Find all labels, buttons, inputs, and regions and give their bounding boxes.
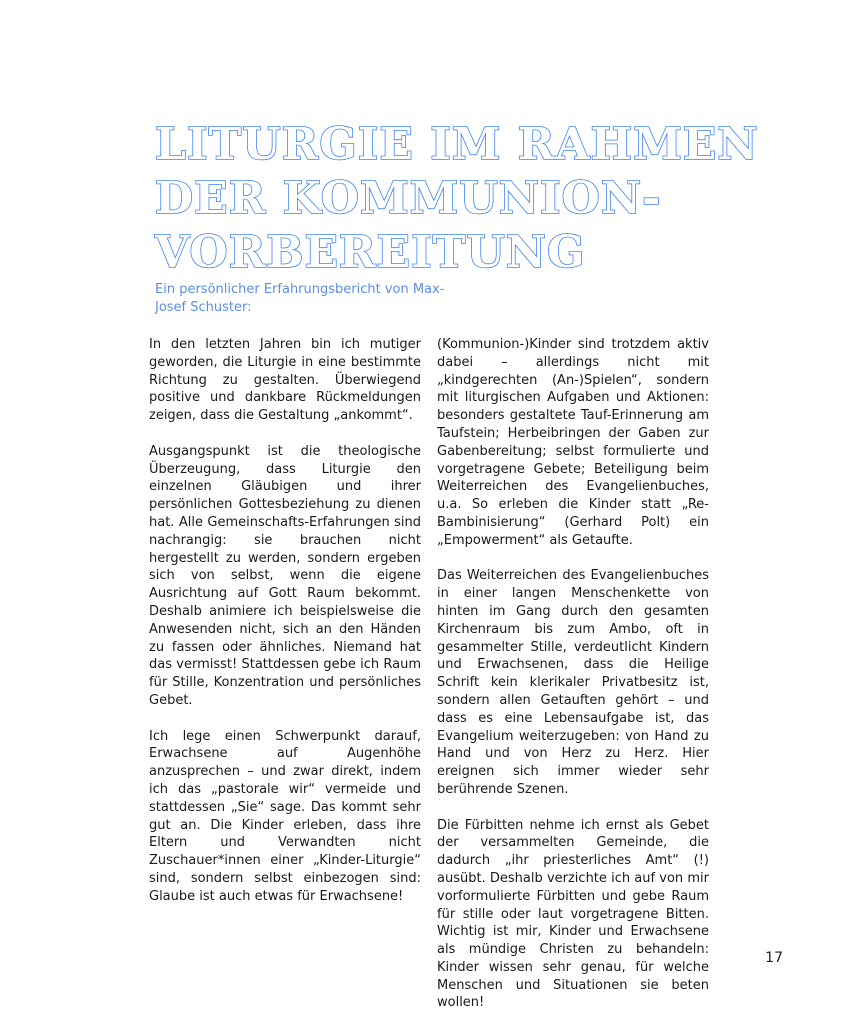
article-subtitle: Ein persönlicher Erfahrungsbericht von Max-Josef Schuster: xyxy=(155,282,445,315)
paragraph: (Kommunion-)Kinder sind trotzdem aktiv dabei – allerdings nicht mit „kindgerechten (An-)Spielen“, sondern mit liturgischen Aufgaben und Aktionen: besonders gestaltete Tauf-Erinnerung am Taufstein; Herbeibringen der Gaben zur Gabenbereitung; selbst formulierte und vorgetragene Gebete; Beteiligung beim Weiterreichen des Evangelienbuches, u.a. So erleben die Kinder statt „Re-Bambinisierung“ (Gerhard Polt) ein „Empowerment“ als Getaufte. xyxy=(437,337,709,548)
article-title-line-2: DER KOMMUNION- xyxy=(155,173,662,224)
article-title xyxy=(155,118,759,280)
text-column-left xyxy=(149,336,421,923)
text-column-right xyxy=(437,336,709,1030)
article-title-line-3: VORBEREITUNG xyxy=(155,227,586,278)
paragraph: Ausgangspunkt ist die theologische Überzeugung, dass Liturgie den einzelnen Gläubigen und ihrer persönlichen Gottesbeziehung zu dienen hat. Alle Gemeinschafts-Erfahrungen sind nachrangig: sie brauchen nicht hergestellt zu werden, sondern ergeben sich von selbst, wenn die eigene Ausrichtung auf Gott Raum bekommt. Deshalb animiere ich beispielsweise die Anwesenden nicht, sich an den Händen zu fassen oder ähnliches. Niemand hat das vermisst! Stattdessen gebe ich Raum für Stille, Konzentration und persönliches Gebet. xyxy=(149,443,421,708)
paragraph: Das Weiterreichen des Evangelienbuches in einer langen Menschenkette von hinten im Gang durch den gesamten Kirchenraum bis zum Ambo, oft in gesammelter Stille, verdeutlicht Kindern und Erwachsenen, dass die Heilige Schrift kein klerikaler Privatbesitz ist, sondern allen Getauften gehört – und dass es eine Lebensaufgabe ist, das Evangelium weiterzugeben: von Hand zu Hand und von Herz zu Herz. Hier ereignen sich immer wieder sehr berührende Szenen. xyxy=(437,568,709,797)
article-title-line-1: LITURGIE IM RAHMEN xyxy=(155,119,759,170)
paragraph: Die Fürbitten nehme ich ernst als Gebet der versammelten Gemeinde, die dadurch „ihr priesterliches Amt“ (!) ausübt. Deshalb verzichte ich auf von mir vorformulierte Fürbitten und gebe Raum für stille oder laut vorgetragene Bitten. Wichtig ist mir, Kinder und Erwachsene als mündige Christen zu behandeln: Kinder wissen sehr genau, für welche Menschen und Situationen sie beten wollen! xyxy=(437,817,709,1011)
paragraph: Ich lege einen Schwerpunkt darauf, Erwachsene auf Augenhöhe anzusprechen – und zwar direkt, indem ich das „pastorale wir“ vermeide und stattdessen „Sie“ sage. Das kommt sehr gut an. Die Kinder erleben, dass ihre Eltern und Verwandten nicht Zuschauer*innen einer „Kinder-Liturgie“ sind, sondern selbst einbezogen sind: Glaube ist auch etwas für Erwachsene! xyxy=(149,728,421,904)
page-number: 17 xyxy=(765,950,783,966)
paragraph: In den letzten Jahren bin ich mutiger geworden, die Liturgie in eine bestimmte Richtung zu gestalten. Überwiegend positive und dankbare Rückmeldungen zeigen, dass die Gestaltung „ankommt“. xyxy=(149,337,421,424)
